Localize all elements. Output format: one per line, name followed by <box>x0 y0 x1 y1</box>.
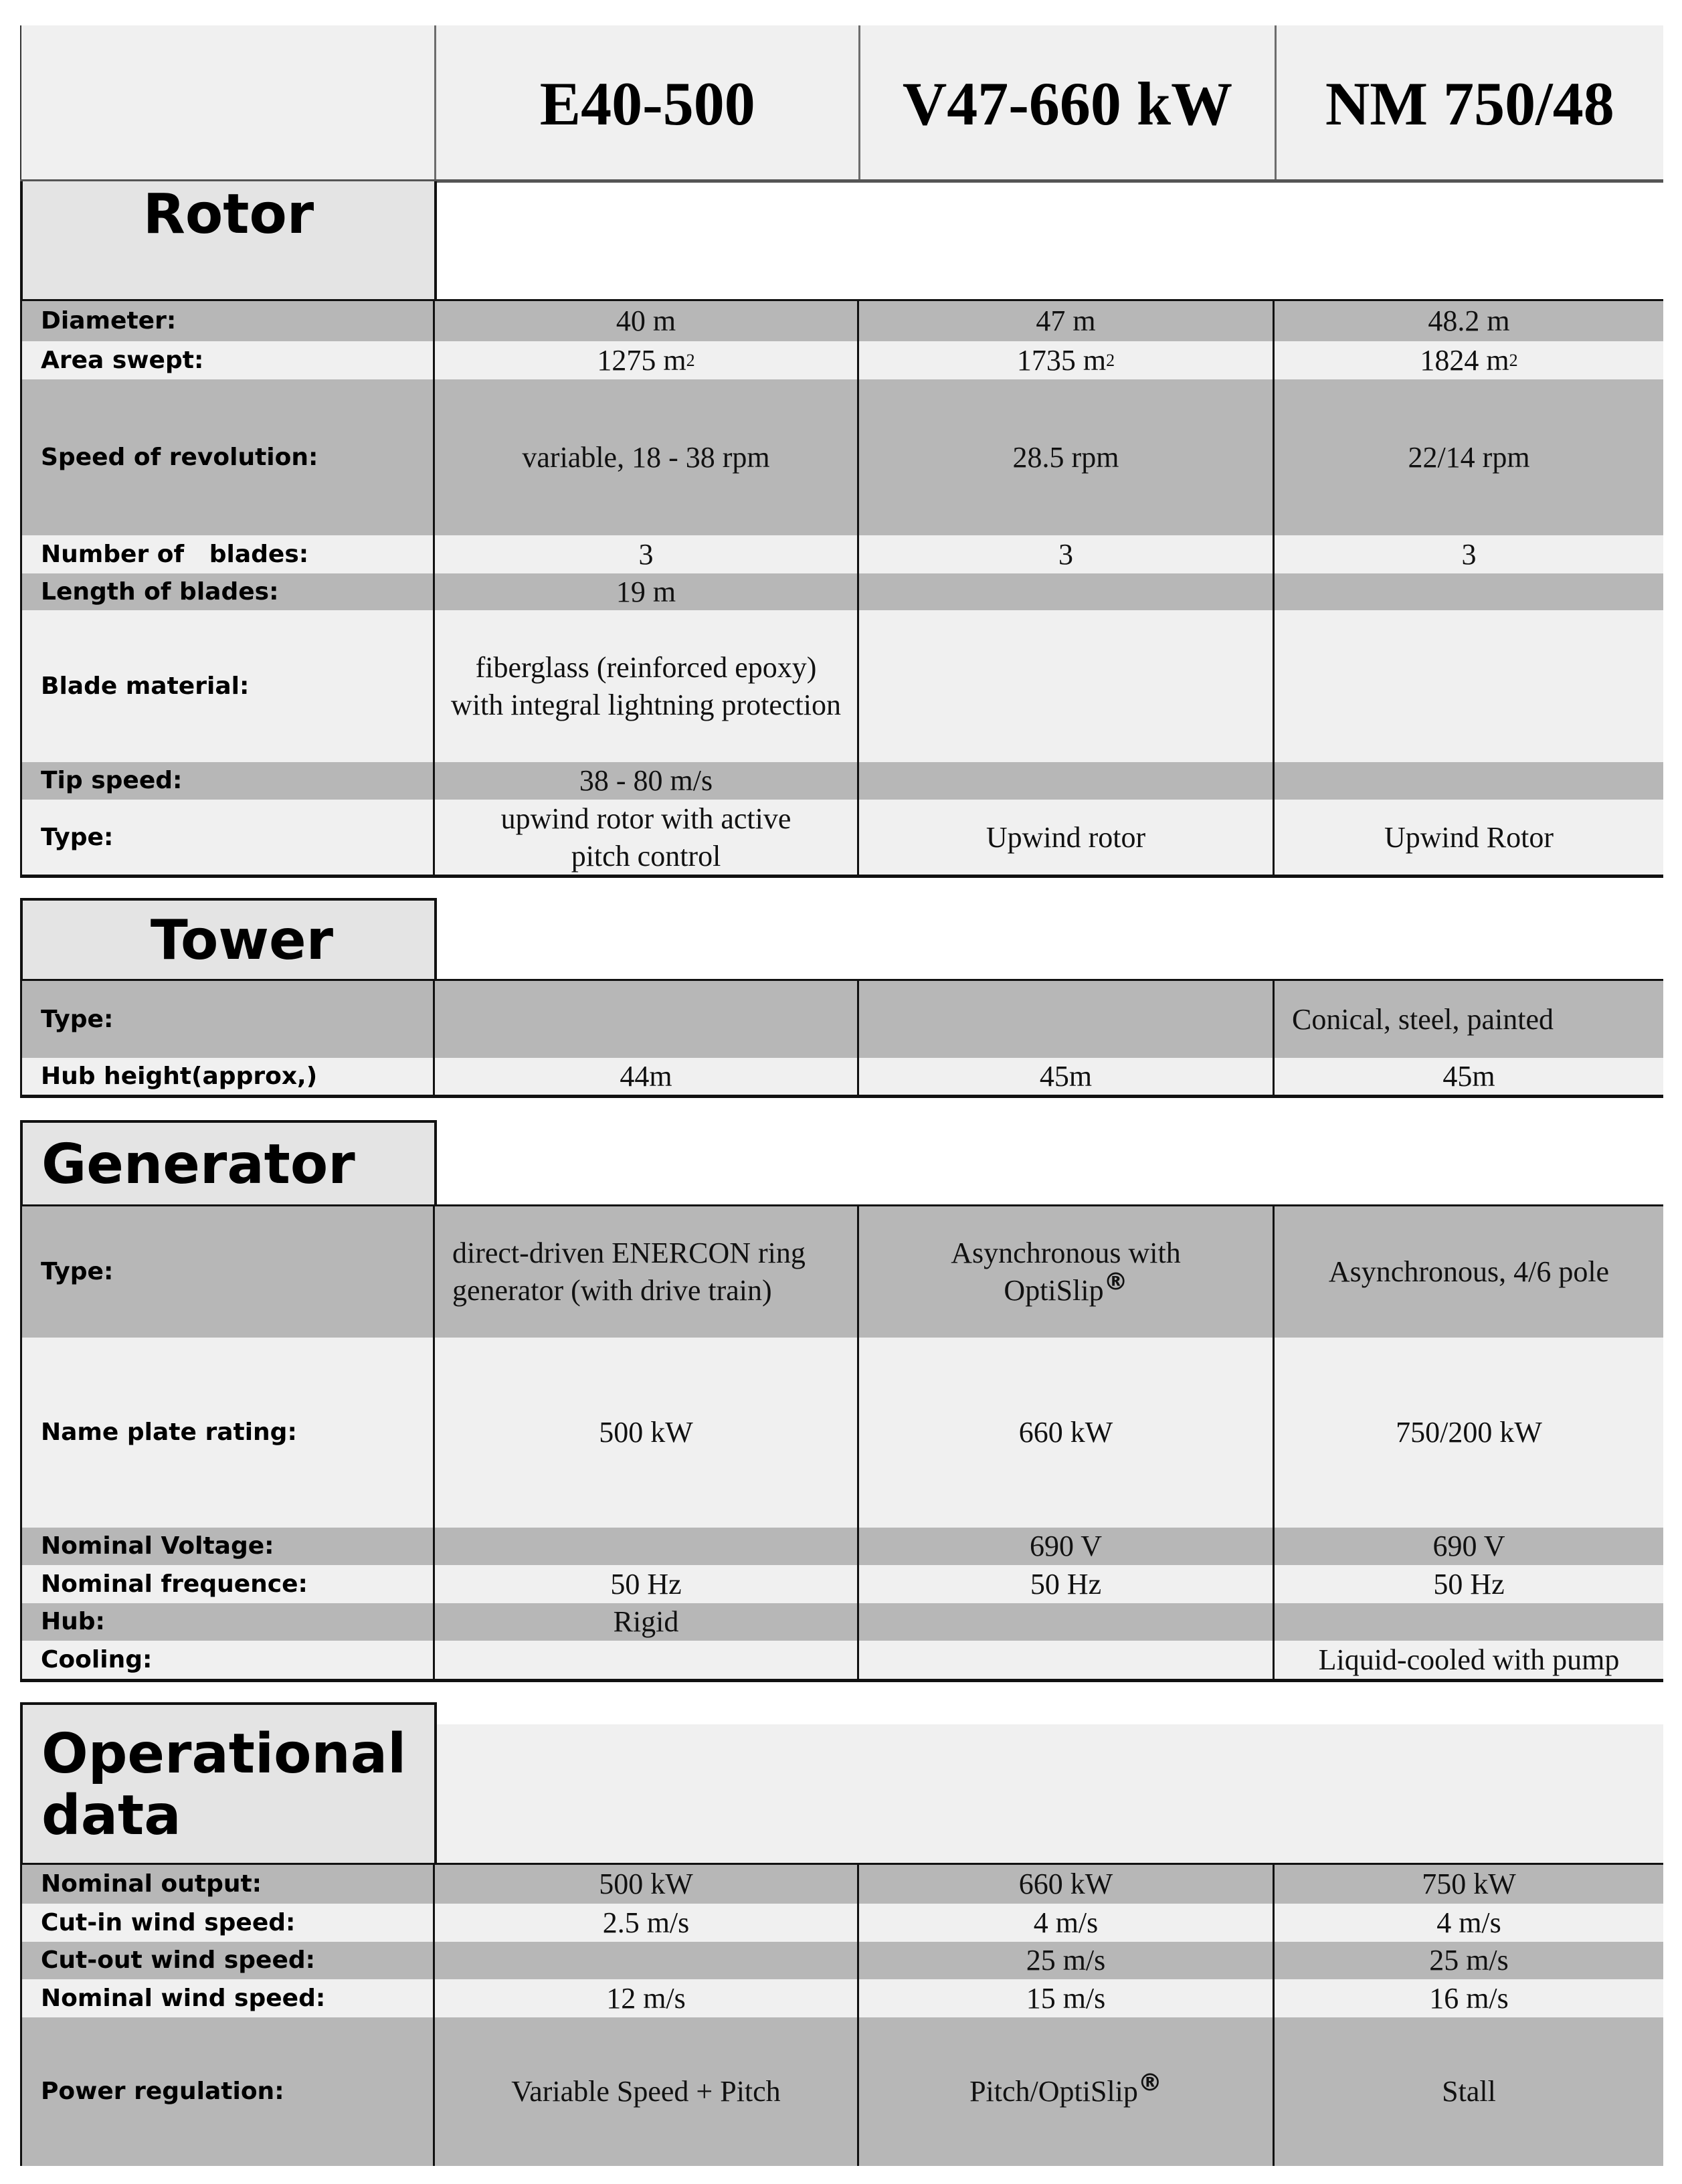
value-v47 <box>859 981 1275 1058</box>
value-nm750 <box>1275 762 1663 800</box>
header-model-nm750: NM 750/48 <box>1277 25 1663 181</box>
value-nm750: 1824 m 2 <box>1275 341 1663 379</box>
value-v47: 15 m/s <box>859 1979 1275 2017</box>
row-label: Nominal frequence: <box>20 1565 435 1603</box>
value-e40: Rigid <box>435 1603 859 1641</box>
section-title-tower: Tower <box>20 898 437 981</box>
row-label: Area swept: <box>20 341 435 379</box>
row-label: Type: <box>20 981 435 1058</box>
value-e40: 12 m/s <box>435 1979 859 2017</box>
value-nm750: Stall <box>1442 2075 1496 2108</box>
table-row-nominal-output <box>20 1865 1663 1904</box>
divider <box>20 1095 1663 1098</box>
value-v47: 28.5 rpm <box>859 379 1275 535</box>
value-text: 1735 m <box>1016 343 1107 377</box>
section-title-operational-data: Operational data <box>20 1702 437 1865</box>
value-nm750: 50 Hz <box>1433 1567 1505 1601</box>
value-v47: 25 m/s <box>859 1942 1275 1979</box>
table-row-nominal-frequence <box>20 1565 1663 1603</box>
value-v47: 50 Hz <box>859 1565 1275 1603</box>
table-row-generator-type <box>20 1206 1663 1338</box>
table-row-number-of-blades <box>20 535 1663 573</box>
value-e40: 38 - 80 m/s <box>435 762 859 800</box>
row-label: Name plate rating: <box>20 1338 435 1528</box>
section-band <box>437 1724 1663 1865</box>
registered-mark: ® <box>1137 2069 1162 2097</box>
row-label: Hub height(approx,) <box>20 1058 435 1095</box>
value-v47: 660 kW <box>859 1338 1275 1528</box>
row-label: Power regulation: <box>20 2017 435 2166</box>
value-nm750: 3 <box>1461 537 1477 571</box>
value-e40: 500 kW <box>435 1338 859 1528</box>
value-v47 <box>859 1206 1275 1338</box>
value-v47 <box>859 1641 1275 1679</box>
table-row-hub <box>20 1603 1663 1641</box>
table-header <box>20 25 1663 181</box>
value-text <box>969 2069 1162 2110</box>
value-e40 <box>435 981 859 1058</box>
header-model-v47: V47-660 kW <box>860 25 1276 181</box>
value-nm750 <box>1275 610 1663 762</box>
table-row-power-regulation <box>20 2017 1663 2166</box>
row-label: Tip speed: <box>20 762 435 800</box>
value-nm750 <box>1275 573 1663 610</box>
table-row-cut-out-wind-speed <box>20 1942 1663 1979</box>
value-nm750: Liquid-cooled with pump <box>1318 1643 1620 1676</box>
table-row-diameter <box>20 301 1663 341</box>
value-e40 <box>435 1942 859 1979</box>
value-e40: 3 <box>435 535 859 573</box>
value-e40: 19 m <box>435 573 859 610</box>
value-v47: 47 m <box>859 301 1275 341</box>
table-row-cooling <box>20 1641 1663 1679</box>
value-v47: 45m <box>859 1058 1275 1095</box>
value-v47: 660 kW <box>859 1865 1275 1904</box>
value-e40 <box>435 1641 859 1679</box>
value-v47: 4 m/s <box>859 1904 1275 1942</box>
row-label: Speed of revolution: <box>20 379 435 535</box>
value-e40 <box>435 1528 859 1565</box>
value-e40: fiberglass (reinforced epoxy) with integral lightning protection <box>435 610 859 762</box>
row-label: Length of blades: <box>20 573 435 610</box>
table-row-nominal-voltage <box>20 1528 1663 1565</box>
row-label: Nominal wind speed: <box>20 1979 435 2017</box>
table-row-blade-material <box>20 610 1663 762</box>
value-nm750: Upwind Rotor <box>1384 820 1554 854</box>
value-nm750: Conical, steel, painted <box>1292 1002 1554 1036</box>
value-text <box>919 1235 1212 1309</box>
value-nm750 <box>1275 1603 1663 1641</box>
table-row-hub-height <box>20 1058 1663 1095</box>
row-label: Diameter: <box>20 301 435 341</box>
registered-mark: ® <box>1103 1268 1128 1296</box>
row-label: Cooling: <box>20 1641 435 1679</box>
value-v47: 1735 m 2 <box>859 341 1275 379</box>
table-row-area-swept <box>20 341 1663 379</box>
value-nm750: 45m <box>1442 1060 1495 1093</box>
value-e40: 2.5 m/s <box>435 1904 859 1942</box>
value-nm750: 690 V <box>1432 1530 1505 1562</box>
divider <box>20 1679 1663 1682</box>
value-e40: direct-driven ENERCON ring generator (with drive train) <box>435 1206 859 1338</box>
header-model-e40: E40-500 <box>436 25 860 181</box>
table-row-speed-of-revolution <box>20 379 1663 535</box>
row-label: Nominal output: <box>20 1865 435 1904</box>
row-label: Number of blades: <box>20 535 435 573</box>
table-row-tower-type <box>20 981 1663 1058</box>
table-row-tip-speed <box>20 762 1663 800</box>
row-label: Hub: <box>20 1603 435 1641</box>
table-row-nominal-wind-speed <box>20 1979 1663 2017</box>
value-v47: Upwind rotor <box>859 800 1275 875</box>
row-label: Blade material: <box>20 610 435 762</box>
value-e40: upwind rotor with active pitch control <box>435 800 859 875</box>
value-text-main: Asynchronous with OptiSlip <box>951 1237 1181 1307</box>
row-label: Cut-out wind speed: <box>20 1942 435 1979</box>
value-e40: 40 m <box>435 301 859 341</box>
row-label: Cut-in wind speed: <box>20 1904 435 1942</box>
section-title-rotor: Rotor <box>20 181 437 301</box>
value-nm750: 4 m/s <box>1436 1906 1501 1939</box>
value-nm750: 48.2 m <box>1428 304 1510 337</box>
value-e40: 44m <box>435 1058 859 1095</box>
value-e40: variable, 18 - 38 rpm <box>435 379 859 535</box>
header-corner-cell <box>21 25 436 181</box>
value-e40: 500 kW <box>435 1865 859 1904</box>
value-text: 1824 m <box>1420 343 1509 377</box>
row-label: Nominal Voltage: <box>20 1528 435 1565</box>
value-nm750: 16 m/s <box>1429 1981 1509 2015</box>
value-v47: 690 V <box>859 1528 1275 1565</box>
value-nm750: 750 kW <box>1422 1868 1516 1900</box>
table-row-rotor-type <box>20 800 1663 875</box>
value-text-main: Pitch/OptiSlip <box>969 2075 1138 2108</box>
value-v47 <box>859 762 1275 800</box>
value-v47 <box>859 2017 1275 2166</box>
value-v47: 3 <box>859 535 1275 573</box>
value-nm750: 750/200 kW <box>1396 1416 1542 1449</box>
value-e40: 1275 m 2 <box>435 341 859 379</box>
table-row-cut-in-wind-speed <box>20 1904 1663 1942</box>
divider <box>20 875 1663 878</box>
row-label: Type: <box>20 1206 435 1338</box>
value-v47 <box>859 610 1275 762</box>
value-e40: Variable Speed + Pitch <box>435 2017 859 2166</box>
value-nm750: 22/14 rpm <box>1408 440 1530 474</box>
value-text: 1275 m <box>597 343 686 377</box>
row-label: Type: <box>20 800 435 875</box>
value-nm750: 25 m/s <box>1429 1944 1509 1977</box>
section-title-generator: Generator <box>20 1120 437 1206</box>
value-nm750: Asynchronous, 4/6 pole <box>1328 1255 1610 1288</box>
value-v47 <box>859 573 1275 610</box>
table-row-length-of-blades <box>20 573 1663 610</box>
value-v47 <box>859 1603 1275 1641</box>
value-e40: 50 Hz <box>435 1565 859 1603</box>
table-row-name-plate-rating <box>20 1338 1663 1528</box>
